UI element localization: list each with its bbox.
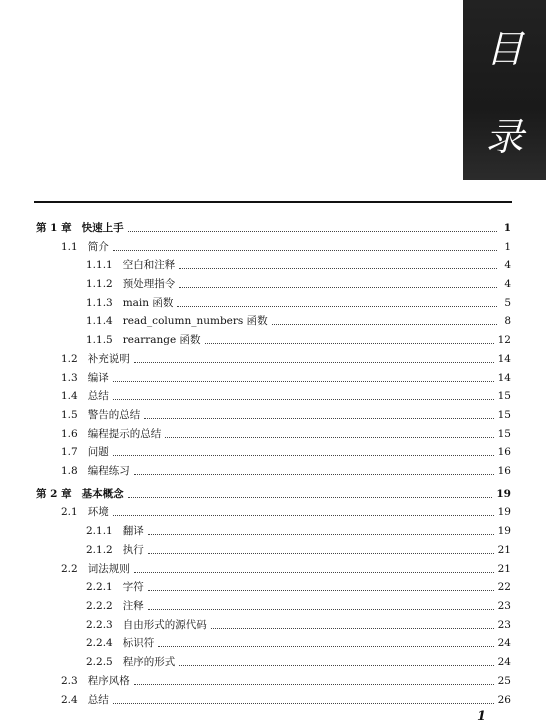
toc-section-entry[interactable]: [61, 560, 511, 576]
toc-entry-number: 第 2 章: [36, 488, 72, 500]
toc-entry-page: 23: [497, 619, 511, 631]
toc-subsection-entry[interactable]: [86, 653, 511, 669]
toc-entry-title: rearrange 函数: [122, 334, 201, 346]
toc-subsection-entry[interactable]: [86, 616, 511, 632]
toc-subsection-entry[interactable]: [86, 541, 511, 557]
toc-entry-title: read_column_numbers 函数: [122, 315, 268, 327]
dot-leader: [148, 609, 494, 610]
toc-entry-page: 15: [497, 409, 511, 421]
toc-entry-title: main 函数: [122, 297, 174, 309]
toc-entry-page: 1: [503, 222, 511, 234]
toc-entry-title: 空白和注释: [122, 259, 176, 271]
dot-leader: [148, 590, 494, 591]
toc-entry-title: 编译: [87, 372, 109, 384]
toc-entry-title: 简介: [87, 241, 109, 253]
toc-entry-number: 2.2.4: [86, 637, 113, 649]
toc-entry-number: 2.2.5: [86, 656, 113, 668]
toc-entry-number: 2.2.3: [86, 619, 113, 631]
toc-heading-char-2: 录: [485, 115, 524, 159]
toc-entry-page: 19: [496, 488, 511, 500]
dot-leader: [113, 399, 494, 400]
toc-entry-title: 预处理指令: [122, 278, 176, 290]
toc-subsection-entry[interactable]: [86, 312, 511, 328]
toc-entry-page: 24: [497, 656, 511, 668]
dot-leader: [179, 268, 497, 269]
toc-entry-page: 16: [497, 465, 511, 477]
toc-entry-page: 4: [504, 278, 511, 290]
toc-entry-number: 1.1.2: [86, 278, 113, 290]
dot-leader: [165, 437, 493, 438]
dot-leader: [179, 287, 497, 288]
toc-entry-number: 1.3: [61, 372, 78, 384]
toc-entry-page: 12: [497, 334, 511, 346]
toc-section-entry[interactable]: [61, 406, 511, 422]
dot-leader: [128, 497, 493, 498]
toc-subsection-entry[interactable]: [86, 578, 511, 594]
toc-subsection-entry[interactable]: [86, 597, 511, 613]
dot-leader: [272, 324, 497, 325]
toc-entry-number: 2.1.1: [86, 525, 113, 537]
toc-entry-number: 1.1.5: [86, 334, 113, 346]
page-number: 1: [477, 709, 487, 724]
toc-section-entry[interactable]: [61, 672, 511, 688]
toc-entry-number: 1.1.4: [86, 315, 113, 327]
toc-entry-page: 19: [497, 506, 511, 518]
toc-entry-page: 14: [497, 353, 511, 365]
dot-leader: [113, 381, 494, 382]
toc-subsection-entry[interactable]: [86, 331, 511, 347]
toc-entry-title: 自由形式的源代码: [122, 619, 207, 631]
toc-section-entry[interactable]: [61, 425, 511, 441]
toc-entry-title: 程序的形式: [122, 656, 176, 668]
toc-entry-page: 25: [497, 675, 511, 687]
toc-entry-title: 总结: [87, 390, 109, 402]
toc-entry-title: 执行: [122, 544, 144, 556]
dot-leader: [113, 250, 497, 251]
toc-entry-number: 1.1: [61, 241, 78, 253]
dot-leader: [211, 628, 494, 629]
toc-section-entry[interactable]: [61, 369, 511, 385]
dot-leader: [113, 455, 494, 456]
toc-subsection-entry[interactable]: [86, 256, 511, 272]
toc-entry-title: 编程提示的总结: [87, 428, 162, 440]
toc-subsection-entry[interactable]: [86, 634, 511, 650]
toc-entry-page: 21: [497, 563, 511, 575]
toc-entry-page: 14: [497, 372, 511, 384]
toc-section-entry[interactable]: [61, 350, 511, 366]
dot-leader: [158, 646, 493, 647]
toc-entry-page: 19: [497, 525, 511, 537]
dot-leader: [134, 474, 494, 475]
dot-leader: [113, 703, 494, 704]
toc-entry-number: 1.1.1: [86, 259, 113, 271]
toc-entry-page: 1: [504, 241, 511, 253]
toc-entry-title: 总结: [87, 694, 109, 706]
dot-leader: [128, 231, 497, 232]
toc-entry-page: 8: [504, 315, 511, 327]
toc-entry-page: 26: [497, 694, 511, 706]
toc-entry-number: 2.2.1: [86, 581, 113, 593]
toc-entry-title: 环境: [87, 506, 109, 518]
toc-entry-page: 5: [504, 297, 511, 309]
dot-leader: [144, 418, 493, 419]
toc-entry-title: 基本概念: [81, 488, 124, 500]
toc-section-entry[interactable]: [61, 503, 511, 519]
toc-entry-title: 警告的总结: [87, 409, 141, 421]
dot-leader: [177, 306, 497, 307]
dot-leader: [179, 665, 493, 666]
toc-entry-number: 2.1: [61, 506, 78, 518]
toc-entry-number: 1.7: [61, 446, 78, 458]
toc-subsection-entry[interactable]: [86, 294, 511, 310]
toc-section-entry[interactable]: [61, 387, 511, 403]
dot-leader: [134, 362, 494, 363]
toc-section-entry[interactable]: [61, 462, 511, 478]
toc-entry-number: 1.4: [61, 390, 78, 402]
toc-section-entry[interactable]: [61, 691, 511, 707]
dot-leader: [134, 684, 494, 685]
toc-entry-page: 15: [497, 390, 511, 402]
toc-subsection-entry[interactable]: [86, 522, 511, 538]
toc-entry-title: 翻译: [122, 525, 144, 537]
toc-entry-number: 1.2: [61, 353, 78, 365]
toc-entry-title: 补充说明: [87, 353, 130, 365]
dot-leader: [148, 534, 494, 535]
toc-section-entry[interactable]: [61, 238, 511, 254]
dot-leader: [113, 515, 494, 516]
dot-leader: [134, 572, 494, 573]
toc-entry-page: 22: [497, 581, 511, 593]
toc-chapter-entry[interactable]: [36, 219, 511, 235]
toc-entry-number: 1.6: [61, 428, 78, 440]
toc-entry-number: 1.1.3: [86, 297, 113, 309]
toc-entry-number: 2.1.2: [86, 544, 113, 556]
toc-entry-number: 2.2: [61, 563, 78, 575]
toc-entry-number: 2.3: [61, 675, 78, 687]
toc-entry-page: 23: [497, 600, 511, 612]
toc-entry-title: 程序风格: [87, 675, 130, 687]
toc-entry-number: 1.5: [61, 409, 78, 421]
toc-entry-title: 字符: [122, 581, 144, 593]
toc-entry-page: 16: [497, 446, 511, 458]
toc-entry-number: 1.8: [61, 465, 78, 477]
toc-entry-number: 第 1 章: [36, 222, 72, 234]
toc-section-entry[interactable]: [61, 443, 511, 459]
dot-leader: [205, 343, 494, 344]
toc-entry-number: 2.4: [61, 694, 78, 706]
toc-entry-page: 24: [497, 637, 511, 649]
toc-entry-page: 15: [497, 428, 511, 440]
toc-chapter-entry[interactable]: [36, 485, 511, 501]
toc-entry-number: 2.2.2: [86, 600, 113, 612]
toc-entry-title: 注释: [122, 600, 144, 612]
toc-entry-title: 标识符: [122, 637, 155, 649]
toc-heading-char-1: 目: [485, 27, 524, 71]
toc-entry-page: 4: [504, 259, 511, 271]
toc-subsection-entry[interactable]: [86, 275, 511, 291]
toc-entry-title: 快速上手: [81, 222, 124, 234]
dot-leader: [148, 553, 494, 554]
toc-entry-page: 21: [497, 544, 511, 556]
toc-entry-title: 词法规则: [87, 563, 130, 575]
toc-entry-title: 编程练习: [87, 465, 130, 477]
toc-entry-title: 问题: [87, 446, 109, 458]
